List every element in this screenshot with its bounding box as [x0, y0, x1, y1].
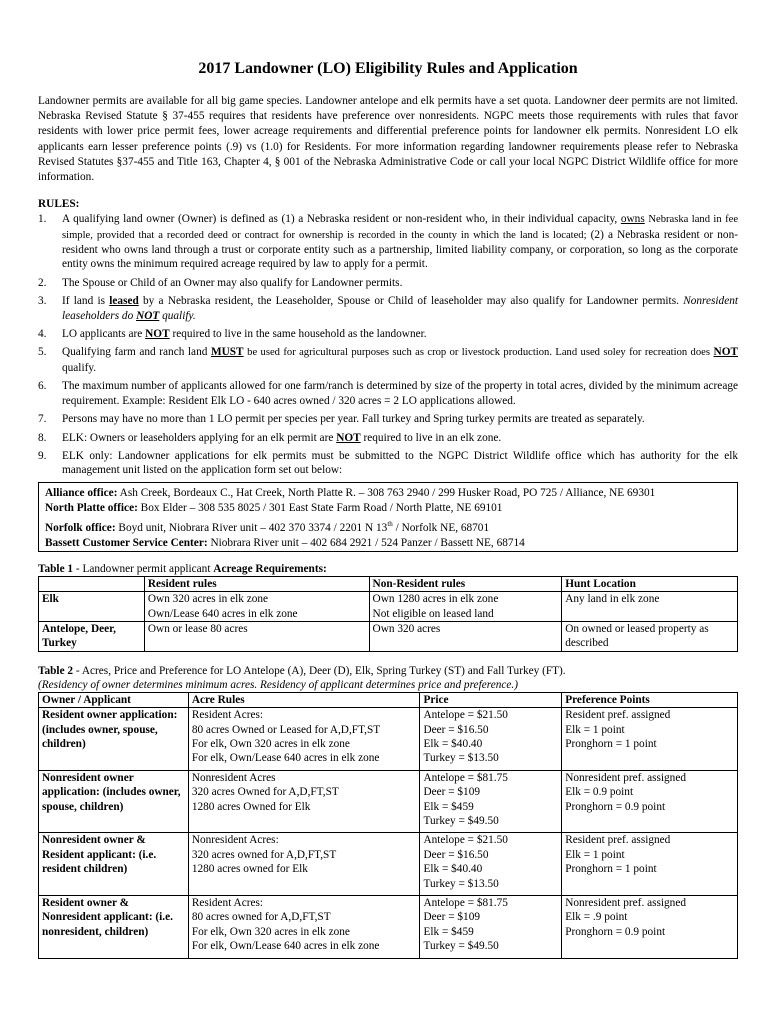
- acres-cell: [188, 833, 420, 896]
- table-row: [39, 896, 738, 959]
- owner-applicant-cell: Resident owner application: (includes owner, spouse, children): [39, 708, 189, 771]
- table-row: [39, 770, 738, 833]
- acres-line: Nonresident Acres: [191, 771, 276, 784]
- acres-line: 320 acres owned for A,D,FT,ST: [191, 848, 337, 861]
- pref-line: Elk = .9 point: [565, 911, 628, 924]
- pref-line: Elk = 0.9 point: [565, 786, 634, 799]
- pref-cell: [562, 896, 738, 959]
- pref-line: Elk = 1 point: [565, 848, 625, 861]
- rule-1: 1. A qualifying land owner (Owner) is defined as (1) a Nebraska resident or non-resident who, in their individual capacity, owns Nebraska land in fee simple, provided that a recorded deed or contract for ownership is recorded in the county in which the land is located; (2) a Nebraska resident or non-resident who owns land through a trust or corporate entity such as a partnership, limited liability company, or corporation, so long as the corporate entity owns the minimum required acreage required by law to apply for a permit.: [38, 213, 739, 271]
- rule-8: 8. ELK: Owners or leaseholders applying for an elk permit are NOT required to live in an elk zone.: [38, 431, 502, 444]
- price-line: Antelope = $21.50: [423, 709, 508, 722]
- price-line: Antelope = $81.75: [423, 771, 508, 784]
- not-emphasis: NOT: [136, 309, 160, 322]
- acres-line: 80 acres owned for A,D,FT,ST: [191, 911, 331, 924]
- intro-paragraph: Landowner permits are available for all big game species. Landowner antelope and elk permits have a set quota. Landowner deer permits are not limited. Nebraska Revised Statute § 37-455 requires that residents have preference over nonresidents. NGPC meets those requirements with rules that favor residents with lower price permit fees, lower acreage requirements and differential preference points for landowner elk permits. Nonresident LO elk applicants earn lesser preference points (.9) vs (1.0) for Residents. For more information regarding landowner requirements please refer to Nebraska Revised Statutes §37-455 and Title 163, Chapter 4, § 001 of the Nebraska Administrative Code or call your local NGPC District Wildlife office for more information.: [38, 95, 738, 184]
- rule-9: 9. ELK only: Landowner applications for elk permits must be submitted to the NGPC District Wildlife office which has authority for the elk management unit listed on the application form set out below:: [38, 449, 738, 477]
- owner-applicant-cell: Resident owner & Nonresident applicant: (i.e. nonresident, children): [39, 896, 189, 959]
- office-bassett: Bassett Customer Service Center: Niobrara River unit – 402 684 2921 / 524 Panzer / Bassett NE, 68714: [45, 536, 525, 549]
- price-line: Elk = $40.40: [423, 863, 483, 876]
- owner-applicant-cell: Nonresident owner application: (includes owner, spouse, children): [39, 770, 189, 833]
- table2-caption: Table 2 - Acres, Price and Preference for LO Antelope (A), Deer (D), Elk, Spring Turkey (ST) and Fall Turkey (FT).: [38, 664, 566, 677]
- acres-line: 320 acres Owned for A,D,FT,ST: [191, 786, 339, 799]
- acres-cell: [188, 896, 420, 959]
- leased-emphasis: leased: [109, 295, 139, 308]
- acres-cell: [188, 708, 420, 771]
- rule-7: 7. Persons may have no more than 1 LO permit per species per year. Fall turkey and Spring turkey permits are treated as separately.: [38, 413, 645, 426]
- acres-line: Resident Acres:: [191, 709, 264, 722]
- price-cell: [420, 833, 562, 896]
- office-alliance: Alliance office: Ash Creek, Bordeaux C., Hat Creek, North Platte R. – 308 763 2940 / 299 Husker Road, PO 725 / Alliance, NE 69301: [45, 486, 656, 499]
- table-row: [39, 833, 738, 896]
- price-line: Turkey = $49.50: [423, 940, 499, 953]
- price-line: Turkey = $13.50: [423, 752, 499, 765]
- price-line: Deer = $109: [423, 786, 480, 799]
- price-line: Deer = $109: [423, 911, 480, 924]
- price-line: Turkey = $13.50: [423, 877, 499, 890]
- owns-emphasis: owns: [620, 213, 645, 226]
- pref-line: Pronghorn = 1 point: [565, 863, 657, 876]
- not-emphasis: NOT: [713, 346, 739, 359]
- not-emphasis: NOT: [336, 431, 361, 444]
- table2-subcaption: (Residency of owner determines minimum acres. Residency of applicant determines price and preference.): [38, 678, 518, 691]
- price-line: Deer = $16.50: [423, 848, 489, 861]
- not-emphasis: NOT: [145, 328, 170, 341]
- price-line: Elk = $40.40: [423, 737, 483, 750]
- table-header-row: Owner / Applicant Acre Rules Price Preference Points: [39, 692, 738, 707]
- pref-line: Nonresident pref. assigned: [565, 897, 686, 910]
- pref-line: Nonresident pref. assigned: [565, 771, 686, 784]
- rule-6: 6. The maximum number of applicants allowed for one farm/ranch is determined by size of the property in total acres, divided by the minimum acreage requirement. Example: Resident Elk LO - 640 acres owned / 320 acres = 2 LO applications allowed.: [38, 380, 738, 407]
- district-offices-box: [38, 482, 738, 552]
- price-line: Deer = $16.50: [423, 723, 489, 736]
- rule-5: 5. Qualifying farm and ranch land MUST be used for agricultural purposes such as crop or livestock production. Land used soley for recreation does NOT qualify.: [38, 346, 739, 374]
- price-cell: [420, 896, 562, 959]
- pref-cell: [562, 770, 738, 833]
- table-row: [39, 708, 738, 771]
- table-row: Elk Own 320 acres in elk zone Own/Lease 640 acres in elk zone Own 1280 acres in elk zone Not eligible on leased land Any land in elk zone: [39, 592, 738, 622]
- document-page: [38, 60, 738, 959]
- pref-line: Pronghorn = 0.9 point: [565, 925, 666, 938]
- acres-cell: [188, 770, 420, 833]
- rule-3: 3. If land is leased by a Nebraska resident, the Leaseholder, Spouse or Child of leaseholder may also qualify for Landowner permits. Nonresident leaseholders do NOT qualify.: [38, 295, 738, 322]
- pref-line: Pronghorn = 1 point: [565, 737, 657, 750]
- price-cell: [420, 708, 562, 771]
- price-line: Turkey = $49.50: [423, 815, 499, 827]
- page-title: 2017 Landowner (LO) Eligibility Rules and Application: [198, 60, 578, 77]
- acres-line: Resident Acres:: [191, 897, 264, 910]
- pref-line: Pronghorn = 0.9 point: [565, 800, 666, 813]
- price-table-body: [39, 708, 738, 959]
- office-north-platte: North Platte office: Box Elder – 308 535 8025 / 301 East State Farm Road / North Platte, NE 69101: [45, 502, 503, 515]
- rule-4: 4. LO applicants are NOT required to live in the same household as the landowner.: [38, 328, 427, 341]
- acres-line: For elk, Own 320 acres in elk zone: [191, 925, 350, 938]
- price-cell: [420, 770, 562, 833]
- pref-line: Resident pref. assigned: [565, 709, 671, 722]
- pref-line: Elk = 1 point: [565, 723, 625, 736]
- acres-line: 1280 acres owned for Elk: [191, 863, 308, 876]
- pref-cell: [562, 833, 738, 896]
- pref-cell: [562, 708, 738, 771]
- must-emphasis: MUST: [210, 346, 244, 359]
- table-header-row: Resident rules Non-Resident rules Hunt Location: [39, 576, 738, 591]
- acres-line: For elk, Own/Lease 640 acres in elk zone: [191, 940, 380, 953]
- price-line: Elk = $459: [423, 800, 474, 813]
- office-norfolk: Norfolk office: Boyd unit, Niobrara River unit – 402 370 3374 / 2201 N 13th / Norfolk NE, 68701: [45, 519, 490, 534]
- owner-applicant-cell: Nonresident owner & Resident applicant: (i.e. resident children): [39, 833, 189, 896]
- rule-2: 2. The Spouse or Child of an Owner may also qualify for Landowner permits.: [38, 276, 403, 289]
- price-line: Antelope = $21.50: [423, 834, 508, 847]
- acres-line: Nonresident Acres:: [191, 834, 279, 847]
- price-line: Antelope = $81.75: [423, 897, 508, 910]
- acres-line: For elk, Own/Lease 640 acres in elk zone: [191, 752, 380, 765]
- acres-line: 80 acres Owned or Leased for A,D,FT,ST: [191, 723, 381, 736]
- table-row: Antelope, Deer, Turkey Own or lease 80 acres Own 320 acres On owned or leased property as described: [39, 621, 738, 651]
- table1-caption: Table 1 - Landowner permit applicant Acreage Requirements:: [38, 562, 327, 575]
- pref-line: Resident pref. assigned: [565, 834, 671, 847]
- price-line: Elk = $459: [423, 925, 474, 938]
- acreage-requirements-table: [38, 576, 738, 652]
- acres-line: 1280 acres Owned for Elk: [191, 800, 311, 813]
- acres-line: For elk, Own 320 acres in elk zone: [191, 737, 350, 750]
- rules-heading: RULES:: [38, 198, 80, 211]
- rules-list: [38, 212, 738, 478]
- price-preference-table: [38, 692, 738, 959]
